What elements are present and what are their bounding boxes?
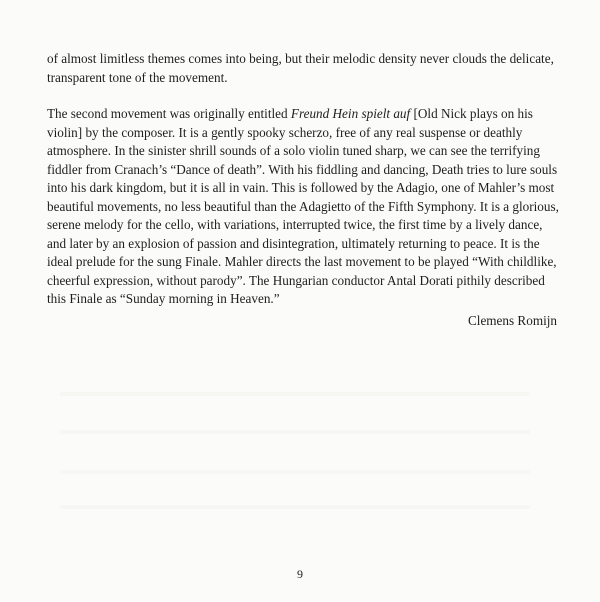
show-through-text [60,392,530,396]
show-through-text [60,430,530,434]
body-text [47,50,563,309]
paragraph-2 [47,105,563,309]
paragraph-2-body: [Old Nick plays on his violin] by the composer. It is a gently spooky scherzo, free of any real suspense or deathly atmosphere. In the sinister shrill sounds of a solo violin tuned sharp, we can see the terrifying fiddler from Cranach’s “Dance of death”. With his fiddling and dancing, Death tries to lure souls into his dark kingdom, but it is all in vain. This is followed by the Adagio, one of Mahler’s most beautiful movements, no less beautiful than the Adagietto of the Fifth Symphony. It is a glorious, serene melody for the cello, with variations, interrupted twice, the first time by a lively dance, and later by an explosion of passion and disintegration, ultimately returning to peace. It is the ideal prelude for the sung Finale. Mahler directs the last movement to be played “With childlike, cheerful expression, without parody”. The Hungarian conductor Antal Dorati pithily described this Finale as “Sunday morning in Heaven.” [47,106,559,306]
movement-title: Freund Hein spielt auf [290,106,411,121]
paragraph-2-intro: The second movement was originally entitled [47,106,291,121]
page-number: 9 [297,567,303,581]
paragraph-1: of almost limitless themes comes into being, but their melodic density never clouds the delicate, transparent tone of the movement. [47,51,554,85]
show-through-text [60,505,530,509]
show-through-text [60,470,530,474]
author-signature: Clemens Romijn [467,313,557,328]
